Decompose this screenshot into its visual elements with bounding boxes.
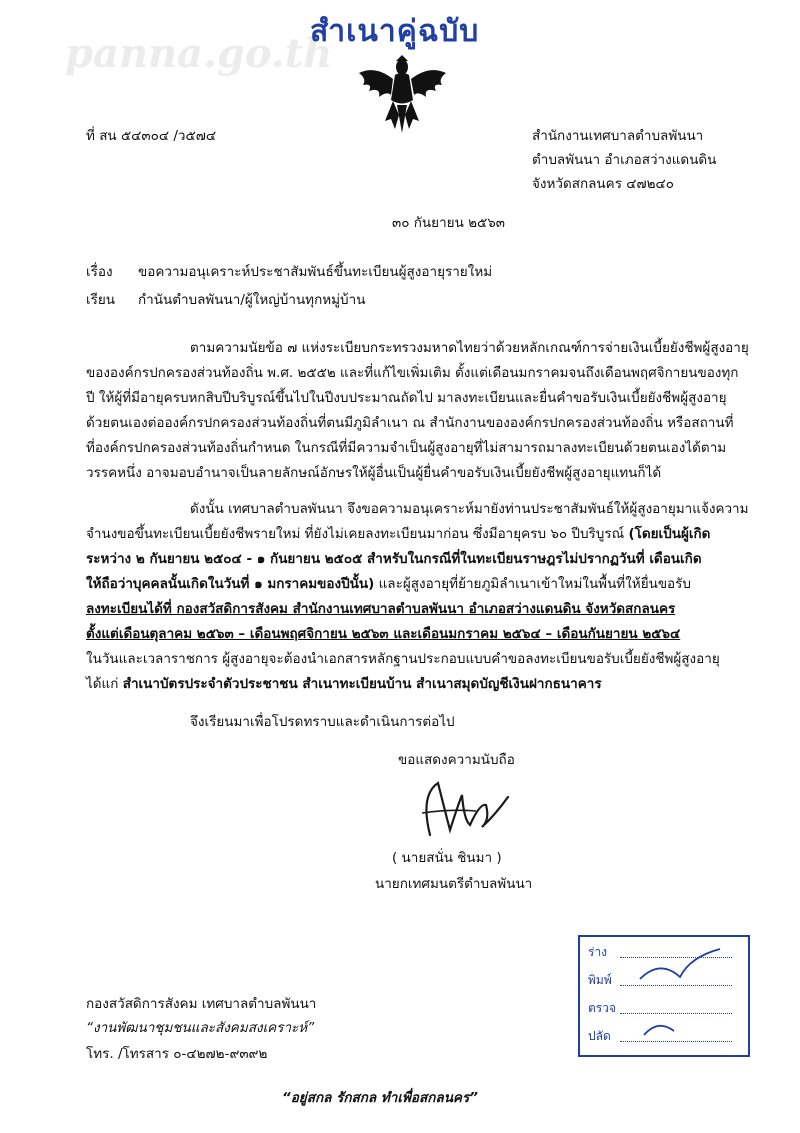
- stamp-clerk-label: ปลัด: [588, 1029, 611, 1043]
- para2-line-1: ดังนั้น เทศบาลตำบลพันนา จึงขอความอนุเคราะห์มายังท่านประชาสัมพันธ์ให้ผู้สูงอายุมาแจ้งความ: [190, 501, 749, 517]
- registration-location: ลงทะเบียนได้ที่ กองสวัสดิการสังคม สำนักงานเทศบาลตำบลพันนา อำเภอสว่างแดนดิน จังหวัดสกลนคร: [86, 601, 676, 617]
- garuda-emblem-icon: [355, 55, 450, 135]
- signer-name: ( นายสนั่น ชินมา ): [392, 850, 502, 866]
- office-line-2: ตำบลพันนา อำเภอสว่างแดนดิน: [532, 152, 717, 168]
- recipient-label: เรียน: [86, 292, 116, 308]
- copy-stamp-title: สำเนาคู่ฉบับ: [310, 14, 480, 49]
- para1-line-5: ที่องค์กรปกครองส่วนท้องถิ่นกำหนด ในกรณีที่มีความจำเป็นผู้สูงอายุที่ไม่สามารถมาลงทะเบียนด้วยตนเองได้ตาม: [86, 440, 727, 456]
- watermark: panna.go.th: [65, 30, 333, 77]
- letter-date: ๓๐ กันยายน ๒๕๖๓: [392, 215, 505, 231]
- stamp-typed-label: พิมพ์: [588, 973, 612, 987]
- subject-label: เรื่อง: [86, 264, 113, 280]
- documents-label: ได้แก่: [86, 676, 123, 692]
- signature-icon: [400, 775, 520, 845]
- approval-stamp: [578, 935, 750, 1057]
- para2-line-2: [86, 522, 710, 544]
- office-line-1: สำนักงานเทศบาลตำบลพันนา: [532, 128, 704, 144]
- para1-line-6: วรรคหนึ่ง อาจมอบอำนาจเป็นลายลักษณ์อักษรให้ผู้อื่นเป็นผู้ยื่นคำขอรับเงินเบี้ยยังชีพผู้สูงอายุแทนก็ได้: [86, 465, 662, 481]
- birth-range-start: (โดยเป็นผู้เกิด: [628, 526, 711, 542]
- stamp-draft-label: ร่าง: [588, 945, 608, 959]
- regards-text: ขอแสดงความนับถือ: [398, 752, 515, 768]
- birth-date-rule: ให้ถือว่าบุคคลนั้นเกิดในวันที่ ๑ มกราคมของปีนั้น): [86, 576, 375, 592]
- para1-line-2: ขององค์กรปกครองส่วนท้องถิ่น พ.ศ. ๒๕๕๒ และที่แก้ไขเพิ่มเติม ตั้งแต่เดือนมกราคมจนถึงเดือนพฤศจิกายนของทุก: [86, 365, 739, 381]
- signer-position: นายกเทศมนตรีตำบลพันนา: [375, 876, 533, 892]
- stamp-checked-label: ตรวจ: [588, 1001, 617, 1015]
- para2-line-4: [86, 572, 691, 594]
- para1-line-3: ปี ให้ผู้ที่มีอายุครบหกสิบปีบริบูรณ์ขึ้นไปในปีงบประมาณถัดไป มาลงทะเบียนและยื่นคำขอรับเงินเบี้ยยังชีพผู้สูงอายุ: [86, 390, 727, 406]
- footer-department: กองสวัสดิการสังคม เทศบาลตำบลพันนา: [86, 996, 317, 1012]
- footer-section: “งานพัฒนาชุมชนและสังคมสงเคราะห์”: [86, 1020, 315, 1036]
- birth-range-text: ระหว่าง ๒ กันยายน ๒๕๐๔ - ๑ กันยายน ๒๕๐๕ สำหรับในกรณีที่ในทะเบียนราษฎรไม่ปรากฏวันที่ เดือนเกิด: [86, 551, 702, 567]
- document-number: ที่ สน ๕๔๓๐๔ /ว๕๗๔: [86, 128, 217, 144]
- registration-period: ตั้งแต่เดือนตุลาคม ๒๕๖๓ – เดือนพฤศจิกายน ๒๕๖๓ และเดือนมกราคม ๒๕๖๔ – เดือนกันยายน ๒๕๖๔: [86, 626, 681, 642]
- closing-text: จึงเรียนมาเพื่อโปรดทราบและดำเนินการต่อไป: [190, 714, 455, 730]
- stamp-initials-icon: [630, 939, 740, 1049]
- para2-line-7: ในวันและเวลาราชการ ผู้สูงอายุจะต้องนำเอกสารหลักฐานประกอบแบบคำขอลงทะเบียนขอรับเบี้ยยังชีพผู้สูงอายุ: [86, 651, 720, 667]
- para1-line-1: ตามความนัยข้อ ๗ แห่งระเบียบกระทรวงมหาดไทยว่าด้วยหลักเกณฑ์การจ่ายเงินเบี้ยยังชีพผู้สูงอายุ: [190, 340, 749, 356]
- required-documents: สำเนาบัตรประจำตัวประชาชน สำเนาทะเบียนบ้าน สำเนาสมุดบัญชีเงินฝากธนาคาร: [122, 676, 602, 692]
- office-line-3: จังหวัดสกลนคร ๔๗๒๔๐: [532, 176, 674, 192]
- subject-text: ขอความอนุเคราะห์ประชาสัมพันธ์ขึ้นทะเบียนผู้สูงอายุรายใหม่: [138, 264, 493, 280]
- footer-slogan: “อยู่สกล รักสกล ทำเพื่อสกลนคร”: [282, 1090, 478, 1106]
- para2-line-8: [86, 672, 602, 694]
- para2-line-2-text: จำนงขอขึ้นทะเบียนเบี้ยยังชีพรายใหม่ ที่ยังไม่เคยลงทะเบียนมาก่อน ซึ่งมีอายุครบ ๖๐ ปีบริบูรณ์: [86, 526, 629, 542]
- para1-line-4: ด้วยตนเองต่อองค์กรปกครองส่วนท้องถิ่นที่ตนมีภูมิลำเนา ณ สำนักงานขององค์กรปกครองส่วนท้องถิ่น หรือสถานที่: [86, 415, 734, 431]
- recipient-text: กำนันตำบลพันนา/ผู้ใหญ่บ้านทุกหมู่บ้าน: [138, 292, 366, 308]
- para2-line-4-text: และผู้สูงอายุที่ย้ายภูมิลำเนาเข้าใหม่ในพื้นที่ให้ยื่นขอรับ: [374, 576, 691, 592]
- footer-phone: โทร. /โทรสาร ๐-๔๒๗๒-๙๓๙๒: [86, 1046, 268, 1062]
